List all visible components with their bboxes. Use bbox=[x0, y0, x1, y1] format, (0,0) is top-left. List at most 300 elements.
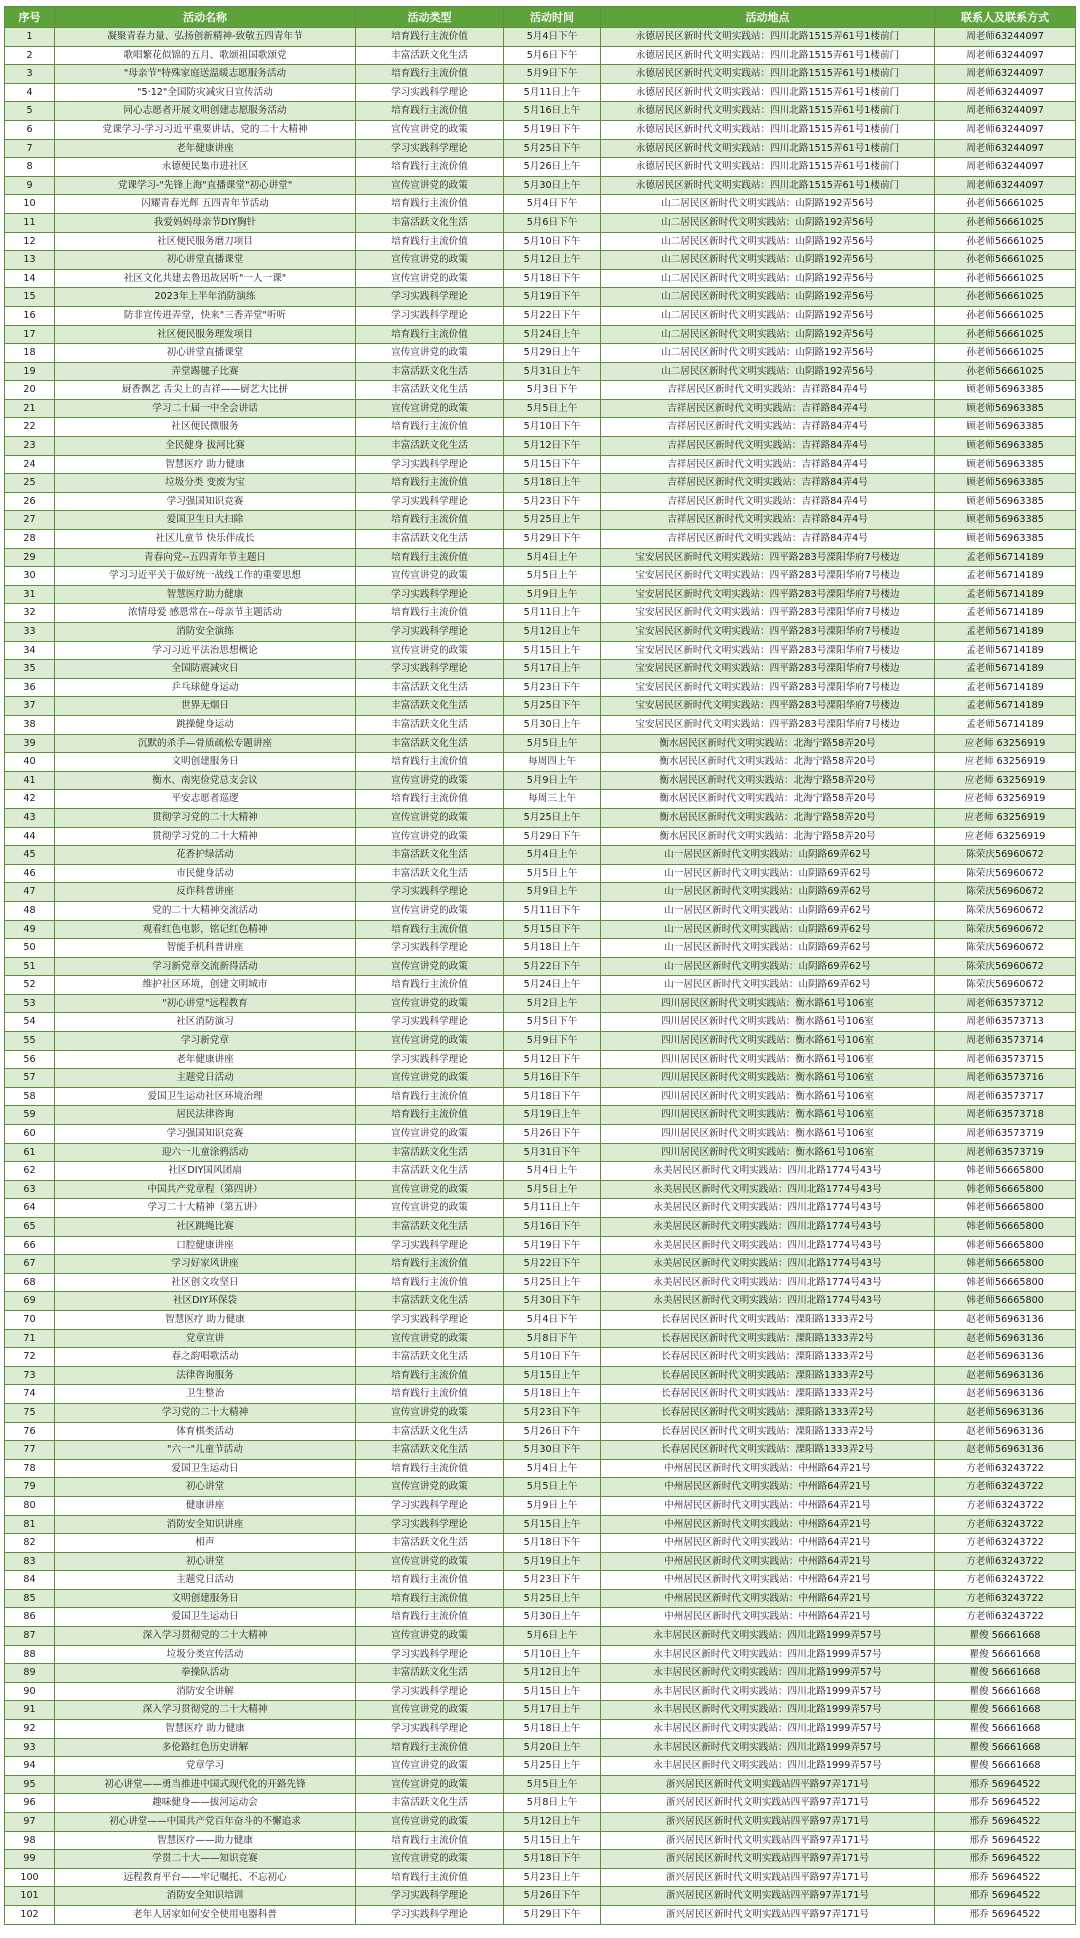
cell-activity-time: 5月19日上午 bbox=[504, 1552, 601, 1571]
cell-contact: 周老师63244097 bbox=[935, 28, 1076, 47]
cell-activity-time: 5月4日下午 bbox=[504, 28, 601, 47]
cell-activity-type: 学习实践科学理论 bbox=[356, 1887, 504, 1906]
cell-activity-time: 5月5日上午 bbox=[504, 1180, 601, 1199]
cell-activity-location: 吉祥居民区新时代文明实践站：吉祥路84弄4号 bbox=[601, 381, 935, 400]
cell-activity-time: 5月4日上午 bbox=[504, 1162, 601, 1181]
cell-activity-time: 5月23日下午 bbox=[504, 678, 601, 697]
cell-activity-location: 永德居民区新时代文明实践站：四川北路1515弄61号1楼前门 bbox=[601, 46, 935, 65]
cell-activity-type: 宣传宣讲党的政策 bbox=[356, 1627, 504, 1646]
cell-index: 50 bbox=[5, 939, 55, 958]
cell-activity-time: 5月8日下午 bbox=[504, 1329, 601, 1348]
cell-activity-type: 宣传宣讲党的政策 bbox=[356, 808, 504, 827]
cell-activity-location: 山一居民区新时代文明实践站：山阴路69弄62号 bbox=[601, 901, 935, 920]
cell-activity-location: 吉祥居民区新时代文明实践站：吉祥路84弄4号 bbox=[601, 474, 935, 493]
cell-activity-type: 培育践行主流价值 bbox=[356, 1868, 504, 1887]
cell-index: 55 bbox=[5, 1032, 55, 1051]
cell-activity-location: 吉祥居民区新时代文明实践站：吉祥路84弄4号 bbox=[601, 399, 935, 418]
cell-activity-type: 丰富活跃文化生活 bbox=[356, 846, 504, 865]
cell-activity-location: 永丰居民区新时代文明实践站：四川北路1999弄57号 bbox=[601, 1664, 935, 1683]
cell-index: 59 bbox=[5, 1106, 55, 1125]
header-contact: 联系人及联系方式 bbox=[935, 7, 1076, 28]
cell-index: 46 bbox=[5, 864, 55, 883]
cell-activity-name: "5·12"全国防灾减灾日宣传活动 bbox=[55, 83, 356, 102]
cell-contact: 孟老师56714189 bbox=[935, 604, 1076, 623]
cell-activity-type: 培育践行主流价值 bbox=[356, 232, 504, 251]
cell-activity-location: 宝安居民区新时代文明实践站：四平路283号溧阳华府7号楼边 bbox=[601, 660, 935, 679]
table-row bbox=[5, 864, 1076, 883]
cell-activity-name: 防非宣传进弄堂，快来"三香弄堂"听听 bbox=[55, 306, 356, 325]
cell-activity-type: 培育践行主流价值 bbox=[356, 511, 504, 530]
cell-activity-time: 5月3日下午 bbox=[504, 381, 601, 400]
table-row bbox=[5, 1515, 1076, 1534]
table-row bbox=[5, 1013, 1076, 1032]
cell-contact: 赵老师56963136 bbox=[935, 1310, 1076, 1329]
cell-activity-type: 培育践行主流价值 bbox=[356, 325, 504, 344]
cell-activity-time: 5月10日下午 bbox=[504, 418, 601, 437]
cell-activity-name: 初心讲堂直播课堂 bbox=[55, 251, 356, 270]
cell-activity-name: 口腔健康讲座 bbox=[55, 1236, 356, 1255]
cell-contact: 周老师63244097 bbox=[935, 46, 1076, 65]
cell-activity-type: 学习实践科学理论 bbox=[356, 1645, 504, 1664]
cell-activity-location: 山二居民区新时代文明实践站：山阴路192弄56号 bbox=[601, 251, 935, 270]
cell-index: 26 bbox=[5, 492, 55, 511]
cell-index: 53 bbox=[5, 994, 55, 1013]
cell-index: 70 bbox=[5, 1310, 55, 1329]
cell-contact: 孟老师56714189 bbox=[935, 641, 1076, 660]
table-row bbox=[5, 437, 1076, 456]
cell-activity-name: 党课学习-"先锋上海"直播课堂"初心讲堂" bbox=[55, 176, 356, 195]
cell-activity-name: 沉默的杀手—骨质疏松专题讲座 bbox=[55, 734, 356, 753]
cell-contact: 邢乔 56964522 bbox=[935, 1850, 1076, 1869]
cell-activity-type: 丰富活跃文化生活 bbox=[356, 715, 504, 734]
cell-activity-time: 5月30日上午 bbox=[504, 1608, 601, 1627]
cell-activity-location: 浙兴居民区新时代文明实践站四平路97弄171号 bbox=[601, 1850, 935, 1869]
table-row bbox=[5, 1459, 1076, 1478]
cell-activity-name: 社区便民服务磨刀项目 bbox=[55, 232, 356, 251]
cell-contact: 方老师63243722 bbox=[935, 1571, 1076, 1590]
cell-activity-name: 文明创建服务日 bbox=[55, 753, 356, 772]
cell-activity-type: 宣传宣讲党的政策 bbox=[356, 1125, 504, 1144]
cell-index: 80 bbox=[5, 1496, 55, 1515]
cell-contact: 顾老师56963385 bbox=[935, 455, 1076, 474]
table-row bbox=[5, 1496, 1076, 1515]
cell-activity-name: 学习习近平法治思想概论 bbox=[55, 641, 356, 660]
cell-index: 79 bbox=[5, 1478, 55, 1497]
cell-activity-location: 吉祥居民区新时代文明实践站：吉祥路84弄4号 bbox=[601, 511, 935, 530]
cell-activity-time: 5月24日上午 bbox=[504, 325, 601, 344]
cell-activity-type: 宣传宣讲党的政策 bbox=[356, 1757, 504, 1776]
cell-activity-name: 闪耀青春光辉 五四青年节活动 bbox=[55, 195, 356, 214]
cell-index: 15 bbox=[5, 288, 55, 307]
cell-contact: 瞿俊 56661668 bbox=[935, 1701, 1076, 1720]
table-row bbox=[5, 158, 1076, 177]
cell-activity-time: 5月11日上午 bbox=[504, 83, 601, 102]
cell-index: 82 bbox=[5, 1534, 55, 1553]
cell-index: 56 bbox=[5, 1050, 55, 1069]
cell-activity-time: 5月29日上午 bbox=[504, 344, 601, 363]
cell-activity-name: 初心讲堂——勇当推进中国式现代化的开路先锋 bbox=[55, 1775, 356, 1794]
table-row bbox=[5, 1701, 1076, 1720]
cell-activity-name: 世界无烟日 bbox=[55, 697, 356, 716]
table-row bbox=[5, 455, 1076, 474]
cell-contact: 陈荣庆56960672 bbox=[935, 920, 1076, 939]
cell-index: 78 bbox=[5, 1459, 55, 1478]
cell-contact: 方老师63243722 bbox=[935, 1496, 1076, 1515]
cell-activity-name: 深入学习贯彻党的二十大精神 bbox=[55, 1627, 356, 1646]
cell-contact: 周老师63573714 bbox=[935, 1032, 1076, 1051]
cell-activity-time: 5月25日上午 bbox=[504, 1757, 601, 1776]
cell-activity-location: 山一居民区新时代文明实践站：山阴路69弄62号 bbox=[601, 920, 935, 939]
cell-activity-location: 山一居民区新时代文明实践站：山阴路69弄62号 bbox=[601, 939, 935, 958]
cell-index: 96 bbox=[5, 1794, 55, 1813]
cell-activity-location: 浙兴居民区新时代文明实践站四平路97弄171号 bbox=[601, 1831, 935, 1850]
cell-index: 40 bbox=[5, 753, 55, 772]
cell-activity-location: 长春居民区新时代文明实践站：溧阳路1333弄2号 bbox=[601, 1329, 935, 1348]
cell-activity-location: 永美居民区新时代文明实践站：四川北路1774号43号 bbox=[601, 1236, 935, 1255]
header-index: 序号 bbox=[5, 7, 55, 28]
table-row bbox=[5, 1292, 1076, 1311]
cell-activity-name: 跳操健身运动 bbox=[55, 715, 356, 734]
table-row bbox=[5, 1813, 1076, 1832]
cell-index: 94 bbox=[5, 1757, 55, 1776]
cell-activity-type: 宣传宣讲党的政策 bbox=[356, 120, 504, 139]
cell-index: 48 bbox=[5, 901, 55, 920]
cell-contact: 孙老师56661025 bbox=[935, 213, 1076, 232]
cell-contact: 邢乔 56964522 bbox=[935, 1794, 1076, 1813]
table-row bbox=[5, 567, 1076, 586]
cell-activity-name: 春之韵唱歌活动 bbox=[55, 1348, 356, 1367]
cell-activity-time: 5月15日上午 bbox=[504, 1682, 601, 1701]
cell-activity-time: 5月15日上午 bbox=[504, 641, 601, 660]
cell-activity-location: 宝安居民区新时代文明实践站：四平路283号溧阳华府7号楼边 bbox=[601, 623, 935, 642]
cell-index: 36 bbox=[5, 678, 55, 697]
cell-activity-type: 宣传宣讲党的政策 bbox=[356, 1701, 504, 1720]
cell-activity-type: 丰富活跃文化生活 bbox=[356, 697, 504, 716]
cell-activity-type: 学习实践科学理论 bbox=[356, 1050, 504, 1069]
cell-activity-name: 初心讲堂 bbox=[55, 1478, 356, 1497]
cell-activity-location: 衡水居民区新时代文明实践站：北海宁路58弄20号 bbox=[601, 827, 935, 846]
cell-activity-name: 党章学习 bbox=[55, 1757, 356, 1776]
cell-contact: 赵老师56963136 bbox=[935, 1366, 1076, 1385]
cell-index: 18 bbox=[5, 344, 55, 363]
cell-activity-type: 学习实践科学理论 bbox=[356, 1013, 504, 1032]
cell-activity-name: 初心讲堂 bbox=[55, 1552, 356, 1571]
cell-activity-location: 衡水居民区新时代文明实践站：北海宁路58弄20号 bbox=[601, 753, 935, 772]
cell-activity-name: "母亲节"特殊家庭送温暖志愿服务活动 bbox=[55, 65, 356, 84]
table-row bbox=[5, 1534, 1076, 1553]
cell-contact: 方老师63243722 bbox=[935, 1478, 1076, 1497]
cell-activity-time: 5月15日下午 bbox=[504, 455, 601, 474]
cell-activity-time: 5月4日下午 bbox=[504, 1310, 601, 1329]
cell-activity-time: 5月18日下午 bbox=[504, 1534, 601, 1553]
cell-contact: 顾老师56963385 bbox=[935, 511, 1076, 530]
cell-activity-name: 爱国卫生运动日 bbox=[55, 1608, 356, 1627]
cell-activity-location: 山二居民区新时代文明实践站：山阴路192弄56号 bbox=[601, 232, 935, 251]
cell-index: 87 bbox=[5, 1627, 55, 1646]
cell-activity-location: 永德居民区新时代文明实践站：四川北路1515弄61号1楼前门 bbox=[601, 28, 935, 47]
cell-activity-location: 四川居民区新时代文明实践站：衡水路61号106室 bbox=[601, 1106, 935, 1125]
header-activity-type: 活动类型 bbox=[356, 7, 504, 28]
cell-index: 74 bbox=[5, 1385, 55, 1404]
cell-index: 2 bbox=[5, 46, 55, 65]
cell-activity-type: 丰富活跃文化生活 bbox=[356, 1143, 504, 1162]
cell-activity-time: 5月23日上午 bbox=[504, 1868, 601, 1887]
cell-activity-location: 浙兴居民区新时代文明实践站四平路97弄171号 bbox=[601, 1887, 935, 1906]
cell-activity-name: 迎六一儿童涂鸦活动 bbox=[55, 1143, 356, 1162]
cell-contact: 孟老师56714189 bbox=[935, 623, 1076, 642]
cell-index: 91 bbox=[5, 1701, 55, 1720]
cell-activity-type: 学习实践科学理论 bbox=[356, 883, 504, 902]
cell-contact: 韩老师56665800 bbox=[935, 1236, 1076, 1255]
cell-activity-type: 培育践行主流价值 bbox=[356, 195, 504, 214]
cell-activity-name: 花香护绿活动 bbox=[55, 846, 356, 865]
table-row bbox=[5, 120, 1076, 139]
cell-activity-name: 消防安全知识讲座 bbox=[55, 1515, 356, 1534]
cell-contact: 周老师63244097 bbox=[935, 158, 1076, 177]
table-row bbox=[5, 957, 1076, 976]
cell-activity-type: 丰富活跃文化生活 bbox=[356, 1664, 504, 1683]
cell-contact: 赵老师56963136 bbox=[935, 1422, 1076, 1441]
cell-activity-name: 社区消防演习 bbox=[55, 1013, 356, 1032]
cell-contact: 孙老师56661025 bbox=[935, 344, 1076, 363]
cell-activity-type: 培育践行主流价值 bbox=[356, 1366, 504, 1385]
activity-schedule-table bbox=[4, 6, 1076, 1925]
table-row bbox=[5, 399, 1076, 418]
cell-activity-time: 5月16日下午 bbox=[504, 1218, 601, 1237]
cell-contact: 顾老师56963385 bbox=[935, 492, 1076, 511]
cell-contact: 方老师63243722 bbox=[935, 1552, 1076, 1571]
cell-activity-location: 永德居民区新时代文明实践站：四川北路1515弄61号1楼前门 bbox=[601, 120, 935, 139]
cell-activity-time: 5月31日上午 bbox=[504, 362, 601, 381]
cell-index: 42 bbox=[5, 790, 55, 809]
cell-index: 11 bbox=[5, 213, 55, 232]
cell-activity-location: 衡水居民区新时代文明实践站：北海宁路58弄20号 bbox=[601, 808, 935, 827]
table-row bbox=[5, 65, 1076, 84]
cell-activity-time: 5月26日下午 bbox=[504, 1422, 601, 1441]
cell-contact: 方老师63243722 bbox=[935, 1534, 1076, 1553]
cell-index: 99 bbox=[5, 1850, 55, 1869]
table-row bbox=[5, 1366, 1076, 1385]
cell-activity-time: 5月25日下午 bbox=[504, 697, 601, 716]
cell-activity-type: 学习实践科学理论 bbox=[356, 455, 504, 474]
cell-activity-location: 永丰居民区新时代文明实践站：四川北路1999弄57号 bbox=[601, 1627, 935, 1646]
cell-index: 84 bbox=[5, 1571, 55, 1590]
table-row bbox=[5, 530, 1076, 549]
table-row bbox=[5, 623, 1076, 642]
cell-activity-time: 5月17日上午 bbox=[504, 1701, 601, 1720]
cell-activity-type: 培育践行主流价值 bbox=[356, 1608, 504, 1627]
cell-activity-name: 学习好家风讲座 bbox=[55, 1255, 356, 1274]
cell-activity-name: 消防安全知识培训 bbox=[55, 1887, 356, 1906]
cell-activity-time: 5月4日上午 bbox=[504, 846, 601, 865]
cell-contact: 瞿俊 56661668 bbox=[935, 1757, 1076, 1776]
cell-contact: 孟老师56714189 bbox=[935, 548, 1076, 567]
cell-activity-name: 智慧医疗 助力健康 bbox=[55, 1310, 356, 1329]
table-row bbox=[5, 176, 1076, 195]
cell-activity-location: 宝安居民区新时代文明实践站：四平路283号溧阳华府7号楼边 bbox=[601, 567, 935, 586]
table-row bbox=[5, 1831, 1076, 1850]
table-row bbox=[5, 1403, 1076, 1422]
table-row bbox=[5, 939, 1076, 958]
cell-activity-time: 5月20日上午 bbox=[504, 1738, 601, 1757]
table-row bbox=[5, 1775, 1076, 1794]
cell-activity-type: 培育践行主流价值 bbox=[356, 604, 504, 623]
table-row bbox=[5, 1441, 1076, 1460]
cell-activity-location: 永德居民区新时代文明实践站：四川北路1515弄61号1楼前门 bbox=[601, 176, 935, 195]
cell-activity-time: 5月4日上午 bbox=[504, 1459, 601, 1478]
cell-index: 75 bbox=[5, 1403, 55, 1422]
cell-activity-type: 学习实践科学理论 bbox=[356, 139, 504, 158]
cell-activity-type: 学习实践科学理论 bbox=[356, 1236, 504, 1255]
cell-activity-time: 5月11日上午 bbox=[504, 1199, 601, 1218]
cell-activity-type: 学习实践科学理论 bbox=[356, 1720, 504, 1739]
cell-contact: 周老师63573712 bbox=[935, 994, 1076, 1013]
table-row bbox=[5, 1218, 1076, 1237]
cell-activity-location: 中州居民区新时代文明实践站：中州路64弄21号 bbox=[601, 1534, 935, 1553]
cell-activity-name: 主题党日活动 bbox=[55, 1069, 356, 1088]
cell-activity-location: 吉祥居民区新时代文明实践站：吉祥路84弄4号 bbox=[601, 530, 935, 549]
cell-activity-time: 5月23日下午 bbox=[504, 1571, 601, 1590]
cell-activity-location: 永丰居民区新时代文明实践站：四川北路1999弄57号 bbox=[601, 1701, 935, 1720]
cell-activity-location: 四川居民区新时代文明实践站：衡水路61号106室 bbox=[601, 1143, 935, 1162]
cell-contact: 周老师63573715 bbox=[935, 1050, 1076, 1069]
cell-contact: 瞿俊 56661668 bbox=[935, 1720, 1076, 1739]
cell-activity-type: 宣传宣讲党的政策 bbox=[356, 567, 504, 586]
table-row bbox=[5, 1199, 1076, 1218]
table-row bbox=[5, 195, 1076, 214]
cell-contact: 周老师63244097 bbox=[935, 102, 1076, 121]
cell-activity-name: 消防安全讲解 bbox=[55, 1682, 356, 1701]
cell-activity-time: 5月5日上午 bbox=[504, 864, 601, 883]
cell-index: 73 bbox=[5, 1366, 55, 1385]
cell-activity-location: 永美居民区新时代文明实践站：四川北路1774号43号 bbox=[601, 1162, 935, 1181]
cell-activity-location: 永美居民区新时代文明实践站：四川北路1774号43号 bbox=[601, 1255, 935, 1274]
cell-activity-type: 宣传宣讲党的政策 bbox=[356, 1199, 504, 1218]
cell-activity-type: 宣传宣讲党的政策 bbox=[356, 176, 504, 195]
cell-activity-time: 5月17日上午 bbox=[504, 660, 601, 679]
table-row bbox=[5, 344, 1076, 363]
cell-activity-location: 永德居民区新时代文明实践站：四川北路1515弄61号1楼前门 bbox=[601, 83, 935, 102]
cell-index: 13 bbox=[5, 251, 55, 270]
cell-activity-time: 5月15日上午 bbox=[504, 1515, 601, 1534]
cell-activity-time: 5月25日上午 bbox=[504, 511, 601, 530]
cell-activity-name: 社区DIY国风团扇 bbox=[55, 1162, 356, 1181]
cell-contact: 赵老师56963136 bbox=[935, 1329, 1076, 1348]
cell-activity-name: 厨香飘艺 舌尖上的吉祥——厨艺大比拼 bbox=[55, 381, 356, 400]
header-activity-time: 活动时间 bbox=[504, 7, 601, 28]
cell-index: 58 bbox=[5, 1087, 55, 1106]
table-row bbox=[5, 1757, 1076, 1776]
cell-activity-time: 5月5日上午 bbox=[504, 1478, 601, 1497]
cell-activity-name: 学习二十届一中全会讲话 bbox=[55, 399, 356, 418]
cell-index: 38 bbox=[5, 715, 55, 734]
cell-contact: 孟老师56714189 bbox=[935, 678, 1076, 697]
cell-index: 101 bbox=[5, 1887, 55, 1906]
cell-activity-location: 永德居民区新时代文明实践站：四川北路1515弄61号1楼前门 bbox=[601, 102, 935, 121]
cell-contact: 韩老师56665800 bbox=[935, 1180, 1076, 1199]
cell-activity-time: 5月2日上午 bbox=[504, 994, 601, 1013]
cell-activity-location: 中州居民区新时代文明实践站：中州路64弄21号 bbox=[601, 1608, 935, 1627]
cell-activity-time: 5月18日下午 bbox=[504, 269, 601, 288]
cell-activity-name: 我爱妈妈母亲节DIY胸针 bbox=[55, 213, 356, 232]
table-row bbox=[5, 734, 1076, 753]
cell-activity-type: 培育践行主流价值 bbox=[356, 753, 504, 772]
cell-contact: 赵老师56963136 bbox=[935, 1441, 1076, 1460]
cell-activity-type: 宣传宣讲党的政策 bbox=[356, 994, 504, 1013]
cell-activity-type: 学习实践科学理论 bbox=[356, 1682, 504, 1701]
cell-activity-time: 5月30日上午 bbox=[504, 176, 601, 195]
cell-activity-name: 学习党的二十大精神 bbox=[55, 1403, 356, 1422]
cell-activity-location: 宝安居民区新时代文明实践站：四平路283号溧阳华府7号楼边 bbox=[601, 604, 935, 623]
cell-activity-time: 5月18日下午 bbox=[504, 1850, 601, 1869]
cell-index: 72 bbox=[5, 1348, 55, 1367]
table-row bbox=[5, 1589, 1076, 1608]
cell-contact: 周老师63573718 bbox=[935, 1106, 1076, 1125]
cell-activity-type: 丰富活跃文化生活 bbox=[356, 213, 504, 232]
cell-activity-location: 山二居民区新时代文明实践站：山阴路192弄56号 bbox=[601, 306, 935, 325]
cell-index: 97 bbox=[5, 1813, 55, 1832]
cell-activity-location: 山一居民区新时代文明实践站：山阴路69弄62号 bbox=[601, 957, 935, 976]
cell-index: 16 bbox=[5, 306, 55, 325]
cell-activity-name: 智慧医疗——助力健康 bbox=[55, 1831, 356, 1850]
table-row bbox=[5, 1348, 1076, 1367]
cell-activity-location: 山一居民区新时代文明实践站：山阴路69弄62号 bbox=[601, 846, 935, 865]
table-row bbox=[5, 1627, 1076, 1646]
cell-index: 47 bbox=[5, 883, 55, 902]
cell-index: 17 bbox=[5, 325, 55, 344]
cell-activity-time: 5月10日下午 bbox=[504, 1348, 601, 1367]
cell-activity-time: 5月12日下午 bbox=[504, 437, 601, 456]
cell-contact: 邢乔 56964522 bbox=[935, 1813, 1076, 1832]
cell-activity-location: 四川居民区新时代文明实践站：衡水路61号106室 bbox=[601, 1032, 935, 1051]
cell-contact: 韩老师56665800 bbox=[935, 1255, 1076, 1274]
cell-contact: 陈荣庆56960672 bbox=[935, 957, 1076, 976]
cell-activity-type: 学习实践科学理论 bbox=[356, 288, 504, 307]
table-row bbox=[5, 1478, 1076, 1497]
cell-activity-type: 学习实践科学理论 bbox=[356, 939, 504, 958]
cell-index: 4 bbox=[5, 83, 55, 102]
cell-activity-time: 5月30日上午 bbox=[504, 715, 601, 734]
cell-activity-type: 宣传宣讲党的政策 bbox=[356, 771, 504, 790]
cell-activity-type: 丰富活跃文化生活 bbox=[356, 437, 504, 456]
cell-activity-location: 中州居民区新时代文明实践站：中州路64弄21号 bbox=[601, 1589, 935, 1608]
table-row bbox=[5, 1180, 1076, 1199]
table-row bbox=[5, 883, 1076, 902]
cell-contact: 陈荣庆56960672 bbox=[935, 883, 1076, 902]
cell-activity-type: 丰富活跃文化生活 bbox=[356, 1162, 504, 1181]
cell-activity-time: 5月12日上午 bbox=[504, 1813, 601, 1832]
cell-activity-type: 宣传宣讲党的政策 bbox=[356, 1813, 504, 1832]
cell-index: 95 bbox=[5, 1775, 55, 1794]
cell-index: 88 bbox=[5, 1645, 55, 1664]
cell-activity-time: 5月26日下午 bbox=[504, 1887, 601, 1906]
table-row bbox=[5, 1664, 1076, 1683]
cell-contact: 孟老师56714189 bbox=[935, 660, 1076, 679]
cell-activity-name: 社区文化共建去鲁迅故居听"一人一课" bbox=[55, 269, 356, 288]
cell-index: 9 bbox=[5, 176, 55, 195]
cell-activity-name: 相声 bbox=[55, 1534, 356, 1553]
cell-activity-name: 社区创文攻坚日 bbox=[55, 1273, 356, 1292]
cell-activity-type: 学习实践科学理论 bbox=[356, 1310, 504, 1329]
cell-activity-name: 贯彻学习党的二十大精神 bbox=[55, 808, 356, 827]
cell-activity-location: 中州居民区新时代文明实践站：中州路64弄21号 bbox=[601, 1552, 935, 1571]
cell-activity-name: 贯彻学习党的二十大精神 bbox=[55, 827, 356, 846]
cell-contact: 瞿俊 56661668 bbox=[935, 1738, 1076, 1757]
cell-activity-type: 宣传宣讲党的政策 bbox=[356, 957, 504, 976]
cell-activity-location: 四川居民区新时代文明实践站：衡水路61号106室 bbox=[601, 1087, 935, 1106]
table-row bbox=[5, 83, 1076, 102]
cell-activity-type: 丰富活跃文化生活 bbox=[356, 46, 504, 65]
